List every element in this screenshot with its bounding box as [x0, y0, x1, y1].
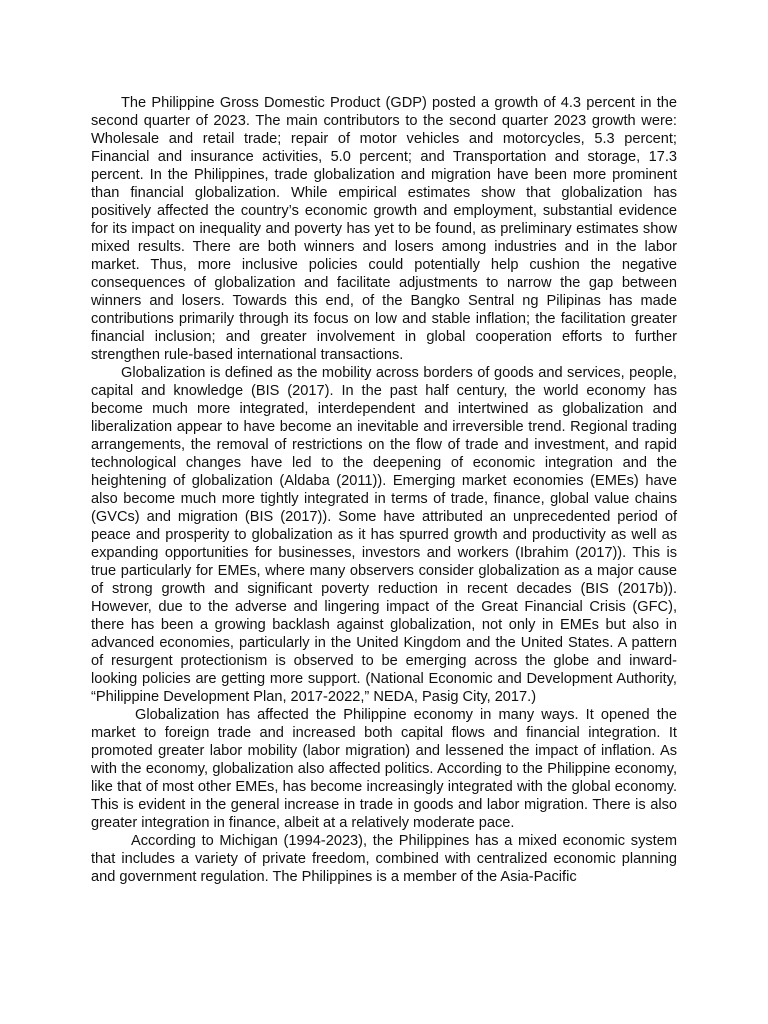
paragraph-globalization-effects: Globalization has affected the Philippine economy in many ways. It opened the market to foreign trade and increased both capital flows and financial integration. It promoted greater labor mobility (labor migration) and lessened the impact of inflation. As with the economy, globalization also affected politics. According to the Philippine economy, like that of most other EMEs, has become increasingly integrated with the global economy. This is evident in the general increase in trade in goods and labor migration. There is also greater integration in finance, albeit at a relatively moderate pace.: [91, 707, 677, 831]
document-body: [91, 94, 677, 886]
paragraph-gdp-growth: The Philippine Gross Domestic Product (GDP) posted a growth of 4.3 percent in the second quarter of 2023. The main contributors to the second quarter 2023 growth were: Wholesale and retail trade; repair of motor vehicles and motorcycles, 5.3 percent; Financial and insurance activities, 5.0 percent; and Transportation and storage, 17.3 percent. In the Philippines, trade globalization and migration have been more prominent than financial globalization. While empirical estimates show that globalization has positively affected the country’s economic growth and employment, substantial evidence for its impact on inequality and poverty has yet to be found, as preliminary estimates show mixed results. There are both winners and losers among industries and in the labor market. Thus, more inclusive policies could potentially help cushion the negative consequences of globalization and facilitate adjustments to narrow the gap between winners and losers. Towards this end, of the Bangko Sentral ng Pilipinas has made contributions primarily through its focus on low and stable inflation; the facilitation greater financial inclusion; and greater involvement in global cooperation efforts to further strengthen rule-based international transactions.: [91, 95, 677, 363]
paragraph-mixed-economy: According to Michigan (1994-2023), the Philippines has a mixed economic system that includes a variety of private freedom, combined with centralized economic planning and government regulation. The Philippines is a member of the Asia-Pacific: [91, 833, 677, 885]
paragraph-globalization-definition: Globalization is defined as the mobility across borders of goods and services, people, capital and knowledge (BIS (2017). In the past half century, the world economy has become much more integrated, interdependent and intertwined as globalization and liberalization appear to have become an inevitable and irreversible trend. Regional trading arrangements, the removal of restrictions on the flow of trade and investment, and rapid technological changes have led to the deepening of economic integration and the heightening of globalization (Aldaba (2011)). Emerging market economies (EMEs) have also become much more tightly integrated in terms of trade, finance, global value chains (GVCs) and migration (BIS (2017)). Some have attributed an unprecedented period of peace and prosperity to globalization as it has spurred growth and productivity as well as expanding opportunities for businesses, investors and workers (Ibrahim (2017)). This is true particularly for EMEs, where many observers consider globalization as a major cause of strong growth and significant poverty reduction in recent decades (BIS (2017b)). However, due to the adverse and lingering impact of the Great Financial Crisis (GFC), there has been a growing backlash against globalization, not only in EMEs but also in advanced economies, particularly in the United Kingdom and the United States. A pattern of resurgent protectionism is observed to be emerging across the globe and inward-looking policies are getting more support. (National Economic and Development Authority, “Philippine Development Plan, 2017-2022,” NEDA, Pasig City, 2017.): [91, 365, 677, 705]
